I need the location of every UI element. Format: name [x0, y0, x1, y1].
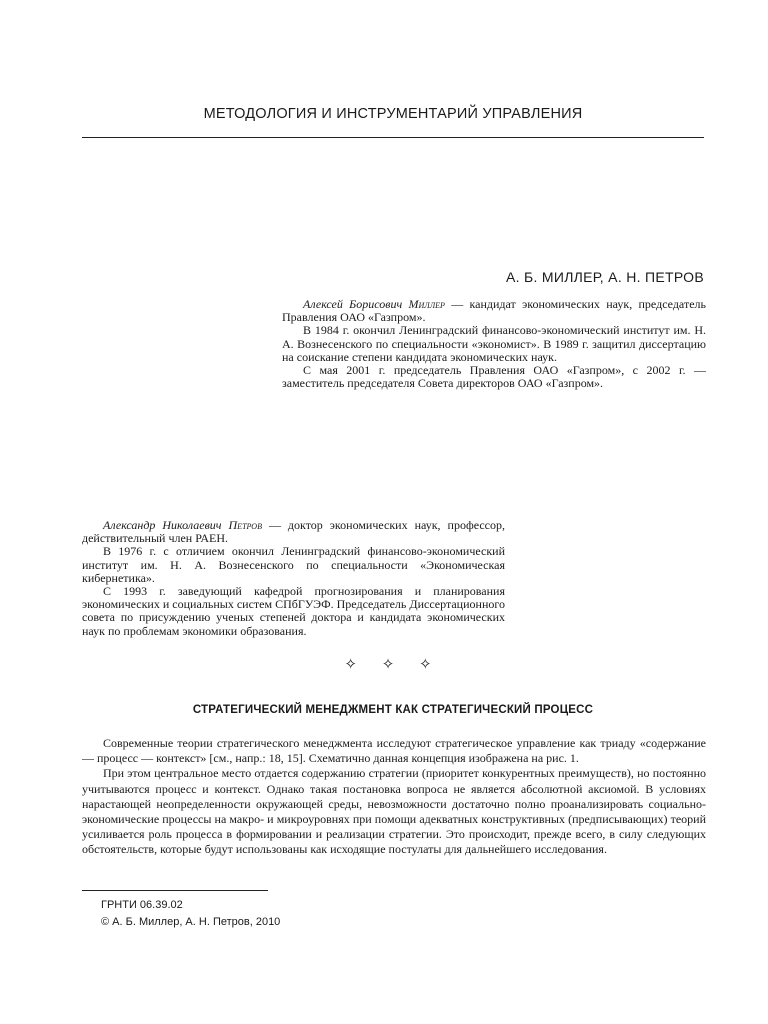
authors-line: А. Б. МИЛЛЕР, А. Н. ПЕТРОВ [505, 269, 704, 285]
bio-paragraph [82, 519, 505, 545]
author-bio-miller [282, 298, 706, 390]
bio-paragraph: В 1984 г. окончил Ленинградский финансово-экономический институт им. Н. А. Вознесенского по специальности «экономист». В 1989 г. защитил диссертацию на соискание степени кандидата экономических наук. [282, 323, 706, 364]
body-paragraph: При этом центральное место отдается содержанию стратегии (приоритет конкурентных преимуществ), но постоянно учитываются процесс и контекст. Однако такая постановка вопроса не является абсолютной аксиомой. В условиях нарастающей неопределенности окружающей среды, невозможности достаточно полно проанализировать социально-экономические процессы на макро- и микроуровнях при помощи адекватных конструктивных (предписывающих) теорий усиливается роль процесса в формировании и реализации стратегии. Это происходит, прежде всего, в силу следующих обстоятельств, которые будут использованы как исходящие постулаты для дальнейшего исследования. [82, 766, 706, 857]
body-paragraph: Современные теории стратегического менеджмента исследуют стратегическое управление как триаду «содержание — процесс — контекст» [см., напр.: 18, 15]. Схематично данная концепция изображена на рис. 1. [82, 736, 706, 766]
header-rule [82, 137, 704, 138]
author-surname: Петров [228, 518, 262, 532]
bio-text: — кандидат экономических наук, председатель Правления ОАО «Газпром». [282, 297, 706, 325]
bio-paragraph: В 1976 г. с отличием окончил Ленинградский финансово-экономический институт им. Н. А. Вознесенского по специальности «Экономическая кибернетика». [82, 544, 505, 585]
bio-paragraph: С мая 2001 г. председатель Правления ОАО «Газпром», с 2002 г. — заместитель председателя Совета директоров ОАО «Газпром». [282, 363, 706, 391]
author-surname: Миллер [408, 297, 445, 311]
section-separator: ✧ ✧ ✧ [344, 655, 442, 673]
author-bio-petrov [82, 519, 505, 638]
footnote-rule [82, 890, 268, 891]
section-title: СТРАТЕГИЧЕСКИЙ МЕНЕДЖМЕНТ КАК СТРАТЕГИЧЕСКИЙ ПРОЦЕСС [192, 704, 594, 716]
footnotes [101, 897, 280, 931]
bio-text: — доктор экономических наук, профессор, действительный член РАЕН. [82, 518, 506, 546]
bio-paragraph: С 1993 г. заведующий кафедрой прогнозирования и планирования экономических и социальных систем СПбГУЭФ. Председатель Диссертационного совета по присуждению ученых степеней доктора и кандидата экономических наук по проблемам экономики образования. [82, 584, 505, 638]
grnti-code: ГРНТИ 06.39.02 [101, 899, 183, 911]
author-name: Алексей Борисович [303, 297, 409, 311]
bio-paragraph [282, 298, 706, 324]
running-header: МЕТОДОЛОГИЯ И ИНСТРУМЕНТАРИЙ УПРАВЛЕНИЯ [203, 106, 583, 122]
copyright-notice: © А. Б. Миллер, А. Н. Петров, 2010 [101, 916, 281, 928]
author-name: Александр Николаевич [103, 518, 229, 532]
article-body [82, 736, 706, 858]
